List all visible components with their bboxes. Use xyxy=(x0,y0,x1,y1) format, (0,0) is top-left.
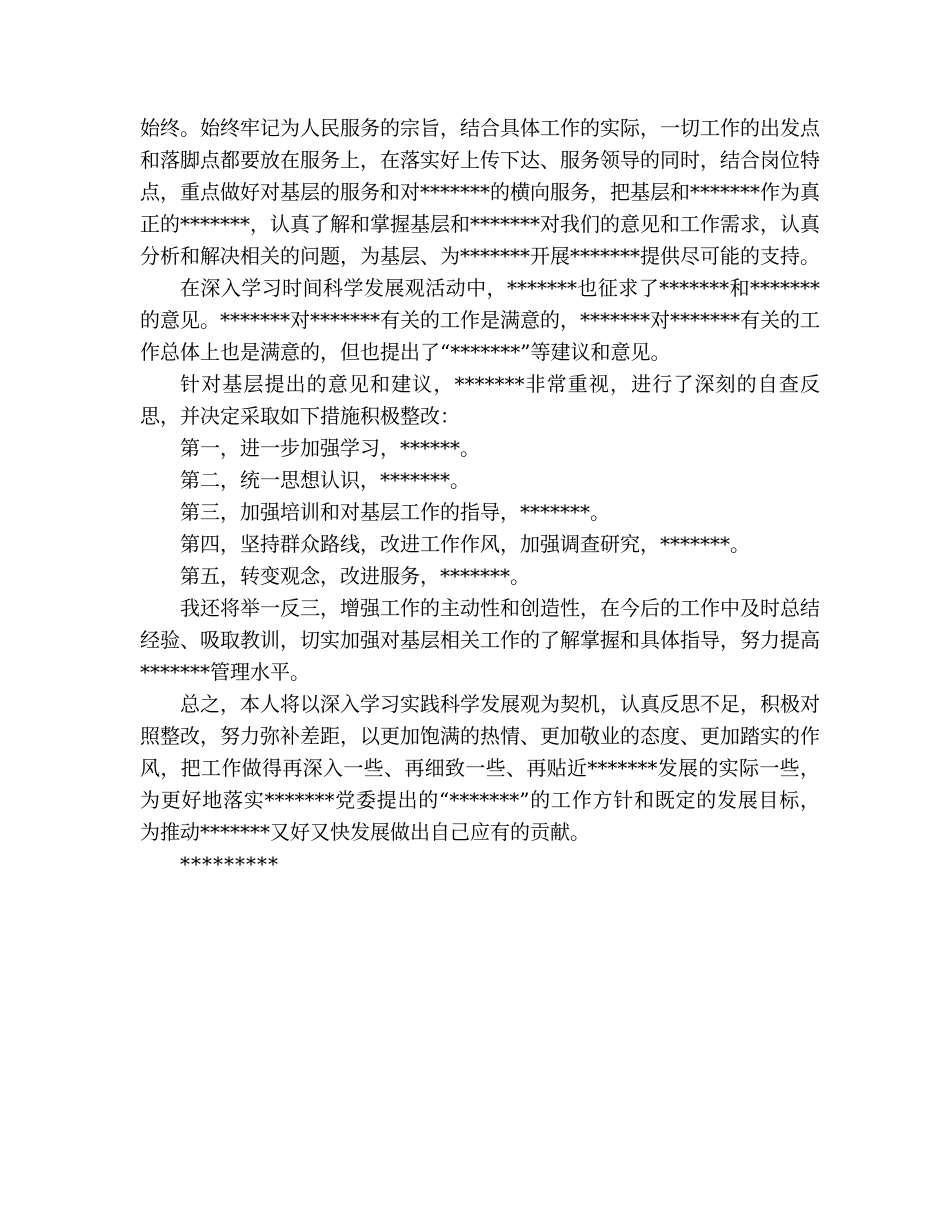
paragraph-service-purpose: 始终。始终牢记为人民服务的宗旨，结合具体工作的实际，一切工作的出发点和落脚点都要放在服务上，在落实好上传下达、服务领导的同时，结合岗位特点，重点做好对基层的服务和对*******的横向服务，把基层和*******作为真正的*******，认真了解和掌握基层和*******对我们的意见和工作需求，认真分析和解决相关的问题，为基层、为*******开展*******提供尽可能的支持。 xyxy=(140,116,820,268)
document-page xyxy=(140,112,820,880)
measure-item-2: 第二，统一思想认识，*******。 xyxy=(180,468,470,492)
measure-item-3: 第三，加强培训和对基层工作的指导，*******。 xyxy=(180,500,610,524)
paragraph-rectification-intro: 针对基层提出的意见和建议，*******非常重视，进行了深刻的自查反思，并决定采取如下措施积极整改： xyxy=(140,372,820,428)
paragraph-follow-up: 我还将举一反三，增强工作的主动性和创造性，在今后的工作中及时总结经验、吸取教训，切实加强对基层相关工作的了解掌握和具体指导，努力提高*******管理水平。 xyxy=(140,596,820,684)
paragraph-conclusion: 总之，本人将以深入学习实践科学发展观为契机，认真反思不足，积极对照整改，努力弥补差距，以更加饱满的热情、更加敬业的态度、更加踏实的作风，把工作做得再深入一些、再细致一些、再贴近*******发展的实际一些，为更好地落实*******党委提出的“*******”的工作方针和既定的发展目标，为推动*******又好又快发展做出自己应有的贡献。 xyxy=(140,692,820,844)
measure-item-5: 第五，转变观念，改进服务，*******。 xyxy=(180,564,530,588)
measure-item-4: 第四，坚持群众路线，改进工作作风，加强调查研究，*******。 xyxy=(180,532,750,556)
signoff-text: ********* xyxy=(180,852,279,876)
measure-item-1: 第一，进一步加强学习，******。 xyxy=(180,436,480,460)
paragraph-feedback: 在深入学习时间科学发展观活动中，*******也征求了*******和*******的意见。*******对*******有关的工作是满意的，*******对*******有关的工作总体上也是满意的，但也提出了“*******”等建议和意见。 xyxy=(140,276,820,364)
